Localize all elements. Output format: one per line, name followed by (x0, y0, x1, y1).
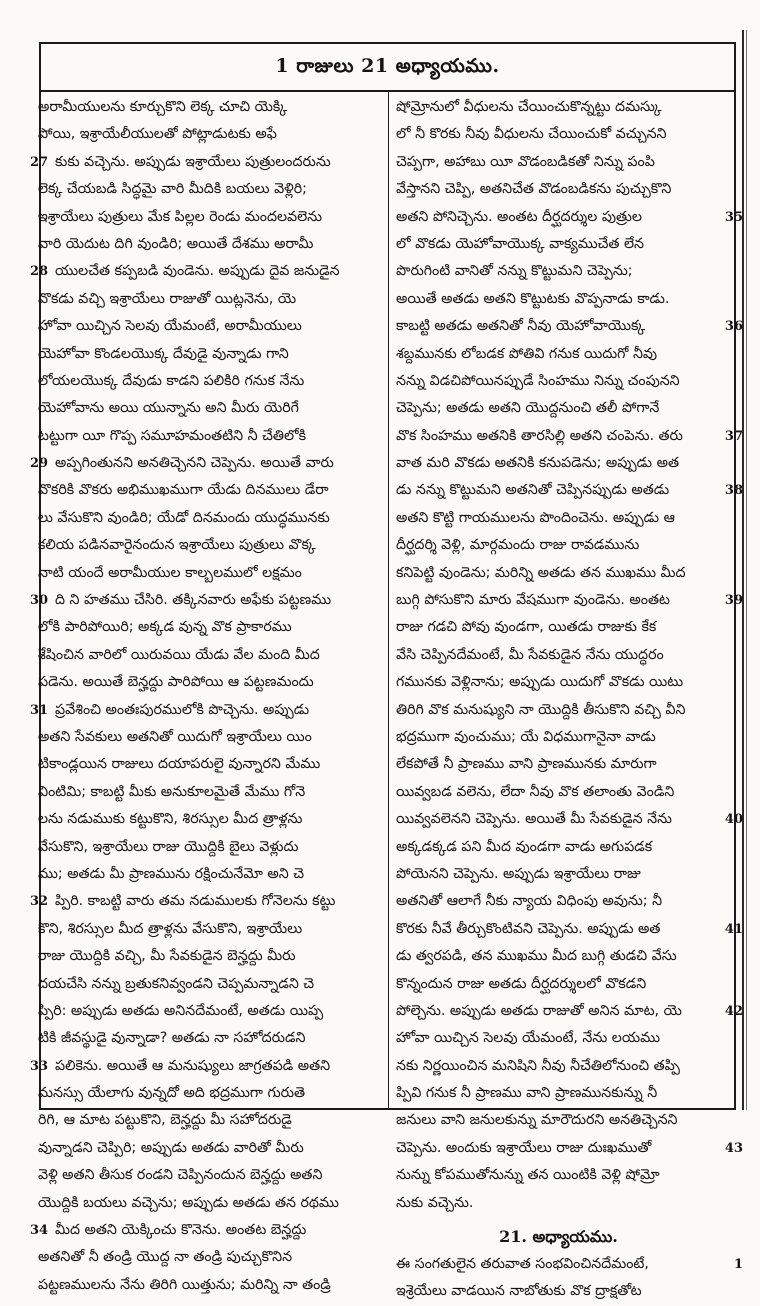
line-text: శేషించిన వారిలో యిరువయి యేడు వేల మంది మీద (38, 646, 320, 663)
line-text: యులచేత కప్పబడి వుండెను. అప్పుడు దైవ జనుడైన (55, 263, 340, 280)
text-line (396, 176, 721, 203)
line-text: అతనితో ఆలాగే నీకు న్యాయ విధింపు అవును; నీ (396, 893, 663, 910)
line-text: మనస్సు యేలాగు వున్నదో అది భద్రముగా గురుతె (38, 1085, 306, 1102)
text-line (38, 806, 381, 833)
line-text: అయితే అతడు అతని కొట్టుటకు వొప్పనాడు కాడు. (396, 290, 670, 307)
text-line (38, 505, 381, 532)
verse-number: 36 (724, 319, 743, 335)
verse-number: 39 (724, 593, 743, 609)
line-text: ఇశ్రాయేలు పుత్రులు మేక పిల్లల రెండు మందలవలెను (38, 208, 323, 225)
line-text: దయచేసి నన్ను బ్రతుకనివ్వండని చెప్పమన్నాడని చె (38, 975, 315, 992)
page-header (41, 50, 734, 86)
line-text: వేసి చెప్పినదేమంటే, మీ సేవకుడైన నేను యుద్ధరం (396, 646, 664, 663)
line-text: జనులు వాని జనులకున్ను మారౌదురని అనతిచ్చెనని (396, 1112, 678, 1129)
text-line (396, 943, 721, 970)
text-line (396, 450, 721, 477)
line-text: బుగ్గి పోసుకొని మారు వేషముగా వుండెను. అంతట (396, 592, 670, 609)
line-text: వొకడు వచ్చి ఇశ్రాయేలు రాజుతో యిట్లనెను, యె (38, 290, 297, 307)
line-text: కొని, శిరస్సుల మీద త్రాళ్లను వేసుకొని, ఇశ్రాయేలు (38, 920, 303, 937)
text-line (396, 614, 721, 641)
text-line (30, 450, 381, 477)
verse-number: 35 (724, 209, 743, 225)
line-text: అతనితో నీ తండ్రి యొద్ద నా తండ్రి పుచ్చుకొనిన (38, 1249, 293, 1266)
line-text: యొద్దికి బయలు వచ్చెను; అప్పుడు అతడు తన రథము (38, 1194, 339, 1211)
left-column (30, 94, 381, 1299)
verse-number: 40 (724, 812, 743, 828)
line-text: యెహోవాను అయి యున్నాను అని మీరు యెరిగే (38, 400, 299, 417)
line-text: పట్టణములను నేను తిరిగి యిత్తును; మరిన్ని నా తండ్రి (38, 1276, 331, 1293)
line-text: నుకు వచ్చెను. (396, 1194, 474, 1211)
text-line (38, 532, 381, 559)
line-text: పోల్చెను. అప్పుడు అతడు రాజుతో అనిన మాట, యె (396, 1002, 682, 1019)
verse-number: 32 (30, 894, 49, 910)
line-text: డు త్వరపడి, తన ముఖము మీద బుగ్గి తుడచి వేసు (396, 948, 677, 965)
line-text: ప్రవేశించి అంతఃపురములోకి పొచ్చెను. అప్పుడు (55, 701, 310, 718)
text-line (396, 861, 721, 888)
line-text: లు వేసుకొని వుండిరి; యేడో దినమందు యుద్ధమునకు (38, 509, 330, 526)
verse-number: 42 (724, 1003, 743, 1019)
verse-number: 41 (724, 921, 743, 937)
line-text: అతని సేవకులు అతనితో యిదుగో ఇశ్రాయేలు యిం (38, 728, 312, 745)
text-line (38, 477, 381, 504)
line-text: చెప్పెను. అందుకు ఇశ్రాయేలు రాజు దుఃఖముతో (396, 1139, 652, 1156)
text-line (38, 779, 381, 806)
text-line (30, 1053, 381, 1080)
text-line (38, 834, 381, 861)
verse-number: 33 (30, 1058, 49, 1074)
line-text: వాత మరి వొకడు అతనికి కనుపడెను; అప్పుడు అత (396, 455, 679, 472)
text-line (38, 751, 381, 778)
text-line (396, 423, 743, 450)
text-line (396, 669, 721, 696)
text-line (38, 423, 381, 450)
text-line (38, 341, 381, 368)
text-line (396, 286, 721, 313)
text-line (30, 587, 381, 614)
line-text: మీద అతని యెక్కించు కొనెను. అంతట బెన్హద్దు (55, 1222, 307, 1239)
line-text: వింటిమి; కాబట్టి మీకు అనుకూలమైతే మేము గోనె (38, 783, 306, 800)
line-text: ప్పివి గనుక నీ ప్రాణము వాని ప్రాణమునకున్ను నీ (396, 1085, 658, 1102)
line-text: భద్రముగా వుంచుము; యే విధముగానైనా వాడు (396, 728, 656, 745)
text-line (38, 121, 381, 148)
verse-number: 30 (30, 593, 49, 609)
text-line (396, 560, 721, 587)
text-line (396, 1025, 721, 1052)
line-text: శబ్దమునకు లోబడక పోతివి గనుక యిదుగో నీవు (396, 345, 658, 362)
verse-number: 29 (30, 456, 49, 472)
binding-edge-inner (746, 30, 747, 1110)
line-text: రాజు గడచి పోవు వుండగా, యితడు రాజుకు కేక (396, 619, 657, 636)
line-text: చెప్పెను; అతడు అతని యొద్దనుంచి తలీ పోగానే (396, 400, 660, 417)
text-line (396, 724, 721, 751)
text-line (38, 204, 381, 231)
line-text: కనిపెట్టి వుండెను; మరిన్ని అతడు తన ముఖము మీద (396, 564, 686, 581)
binding-edge (742, 30, 744, 1110)
text-line (38, 368, 381, 395)
text-line (396, 1162, 721, 1189)
text-line (396, 532, 721, 559)
line-text: షోమ్రోనులో వీధులను చేయించుకొన్నట్టు దమస్కు (396, 99, 662, 115)
line-text: వున్నాడని చెప్పిరి; అప్పుడు అతడు వారితో మీరు (38, 1139, 304, 1156)
text-line (396, 779, 721, 806)
line-text: లేకపోతే నీ ప్రాణము వాని ప్రాణమునకు మారుగా (396, 756, 657, 773)
line-text: ది ని హతము చేసిరి. తక్కినవారు అఫేకు పట్టణము (55, 592, 332, 609)
line-text: హోవా యిచ్చిన సెలవు యేమంటే, అరామీయులు (38, 318, 302, 335)
text-line (30, 258, 381, 285)
verse-number: 27 (30, 154, 49, 170)
line-text: వారి యెదుట దిగి వుండిరి; అయితే దేశము అరామీ (38, 235, 314, 252)
line-text: కలియ పడినవారైనందున ఇశ్రాయేలు పుత్రులు వొక్క (38, 537, 316, 554)
chapter-heading: 21. అధ్యాయము. (499, 1227, 618, 1247)
text-line (396, 231, 721, 258)
text-line (38, 1080, 381, 1107)
line-text: లో నీ కొరకు నీవు వీధులను చేయించుకో వచ్చునని (396, 126, 667, 143)
text-line (30, 697, 381, 724)
text-line (396, 121, 721, 148)
line-text: పోయెనని చెప్పెను. అప్పుడు ఇశ్రాయేలు రాజు (396, 865, 641, 882)
text-line (38, 1190, 381, 1217)
line-text: కుకు వచ్చెను. అప్పుడు ఇశ్రాయేలు పుత్రులందరును (55, 153, 331, 170)
line-text: దీర్ఘదర్శి వెళ్లి, మార్గమందు రాజు రావడమును (396, 537, 640, 554)
text-line (30, 888, 381, 915)
text-line (38, 998, 381, 1025)
line-text: నాటి యందే అరామీయుల కాల్బలములో లక్షమం (38, 564, 302, 581)
verse-number: 34 (30, 1223, 49, 1239)
line-text: నున్ను కోపముతోనున్ను తన యింటికి వెళ్లి షోమ్రో (396, 1167, 660, 1184)
text-line (396, 477, 743, 504)
line-text: పలికెను. అయితే ఆ మనుష్యులు జాగ్రతపడి అతని (55, 1057, 331, 1074)
line-text: వెళ్లి అతని తీసుక రండని చెప్పినందున బెన్హద్దు అతని (38, 1167, 323, 1184)
line-text: కాబట్టి అతడు అతనితో నీవు యెహోవాయొక్క (396, 318, 646, 335)
text-line (38, 943, 381, 970)
line-text: నన్ను విడచిపోయినప్పుడే సింహము నిన్ను చంపునని (396, 372, 680, 389)
text-line (396, 1080, 721, 1107)
text-line (396, 1107, 721, 1134)
text-line (30, 1217, 381, 1244)
text-line (396, 806, 743, 833)
text-line (396, 368, 721, 395)
line-text: ఈ సంగతులైన తరువాత సంభవించినదేమంటే, (396, 1256, 649, 1273)
column-divider (388, 91, 389, 1108)
text-line (38, 231, 381, 258)
line-text: లో వొకడు యెహోవాయొక్క వాక్యముచేత లేన (396, 235, 644, 252)
text-line (38, 94, 381, 121)
text-line (38, 1135, 381, 1162)
text-line (396, 313, 743, 340)
line-text: చెప్పగా, అహాబు యీ వొడంబడికతో నిన్ను పంపి (396, 153, 655, 170)
right-column (396, 94, 743, 1306)
text-line (396, 971, 721, 998)
text-line (396, 505, 721, 532)
text-line (38, 916, 381, 943)
line-text: అతని పోనిచ్చెను. అంతట దీర్ఘదర్శుల పుత్రుల (396, 208, 642, 225)
line-text: కొన్నందున రాజు అతడు దీర్ఘదర్శులలో వొకడని (396, 975, 647, 992)
text-line (38, 313, 381, 340)
line-text: టట్టుగా యీ గొప్ప సమూహమంతటిని నీ చేతిలోకి (38, 427, 307, 444)
text-line (396, 149, 721, 176)
text-line (396, 888, 721, 915)
text-line (38, 1162, 381, 1189)
line-text: ప్పిరి. కాబట్టి వారు తమ నడుములకు గోనెలను కట్టు (55, 893, 336, 910)
line-text: యివ్వవలెనని చెప్పెను. అయితే మీ సేవకుడైన నేను (396, 811, 672, 828)
line-text: లోయలయొక్క దేవుడు కాడని పలికిరి గనుక నేను (38, 372, 305, 389)
line-text: కొరకు నీవే తీర్చుకొంటివని చెప్పెను. అప్పుడు అత (396, 920, 661, 937)
line-text: లోకి పారిపోయిరి; అక్కడ వున్న వొక ప్రాకారము (38, 619, 292, 636)
line-text: పడెను. అయితే బెన్హద్దు పారిపోయి ఆ పట్టణమందు (38, 674, 314, 691)
verse-number: 1 (733, 1257, 743, 1273)
line-text: లను నడుముకు కట్టుకొని, శిరస్సుల మీద త్రాళ్లను (38, 811, 303, 828)
line-text: పోయి, ఇశ్రాయేలీయులతో పోట్లాడుటకు అఫే (38, 126, 277, 143)
line-text: వేసుకొని, ఇశ్రాయేలు రాజు యొద్దికి బైలు వెళ్లుదు (38, 838, 299, 855)
line-text: అప్పగింతునని అనతిచ్చెనని చెప్పెను. అయితే వారు (55, 455, 334, 472)
running-title: 1 రాజులు 21 అధ్యాయము. (275, 54, 500, 77)
text-line (38, 669, 381, 696)
line-text: ఇశ్రెయేలు వాడయిన నాబోతుకు వొక ద్రాక్షతోట (396, 1283, 642, 1300)
line-text: ప్పిరి: అప్పుడు అతడు అనినదేమంటే, అతడు యిప్ప (38, 1002, 324, 1019)
verse-number: 31 (30, 702, 49, 718)
text-line (38, 560, 381, 587)
text-line (396, 204, 743, 231)
line-text: వొకరికి వొకరు అభిముఖముగా యేడు దినములు డేరా (38, 482, 329, 499)
text-line (38, 176, 381, 203)
text-line (38, 971, 381, 998)
text-line (38, 395, 381, 422)
line-text: అతని కొట్టి గాయములను పొందించెను. అప్పుడు ఆ (396, 509, 675, 526)
text-line (396, 834, 721, 861)
verse-number: 37 (724, 428, 743, 444)
line-text: అక్కడక్కడ పని మీద వుండగా వాడు అగుపడక (396, 838, 653, 855)
line-text: ము; అతడు మీ ప్రాణమును రక్షించునేమో అని చె (38, 865, 305, 882)
text-line (38, 724, 381, 751)
text-line (396, 1053, 721, 1080)
text-line (38, 1025, 381, 1052)
text-line (396, 395, 721, 422)
line-text: నకు నిర్ణయించిన మనిషిని నీవు నీచేతిలోనుంచి తప్పి (396, 1057, 680, 1074)
text-line (30, 149, 381, 176)
verse-number: 38 (724, 483, 743, 499)
line-text: హోవా యిచ్చిన సెలవు యేమంటే, నేను లయము (396, 1030, 660, 1047)
text-line (38, 642, 381, 669)
text-line (396, 258, 721, 285)
line-text: గమునకు వెళ్లినాను; అప్పుడు యిదుగో వొకడు యిటు (396, 674, 684, 691)
text-line (396, 751, 721, 778)
line-text: రిగి, ఆ మాట పట్టుకొని, బెన్హద్దు మీ సహోదరుడై (38, 1112, 292, 1129)
line-text: లెక్క చేయబడి సిద్ధమై వారి మీదికి బయలు వెళ్లిరి; (38, 181, 307, 198)
text-line (38, 286, 381, 313)
text-line (396, 1135, 743, 1162)
text-line (396, 1190, 721, 1217)
text-line (396, 998, 743, 1025)
line-text: డు నన్ను కొట్టుమని అతనితో చెప్పినప్పుడు అతడు (396, 482, 670, 499)
text-line (396, 697, 721, 724)
text-line (396, 1278, 721, 1305)
line-text: అరామీయులను కూర్చుకొని లెక్క చూచి యెక్కి (38, 99, 288, 115)
text-line (38, 1272, 381, 1299)
text-line (396, 94, 721, 121)
line-text: యెహోవా కొండలయొక్క దేవుడై వున్నాడు గాని (38, 345, 289, 362)
text-line (396, 1251, 743, 1278)
text-line (38, 1244, 381, 1271)
line-text: టికాండ్లయిన రాజులు దయాపరులై వున్నారని మేము (38, 756, 321, 773)
line-text: తిరిగి వొక మనుష్యుని నా యొద్దికి తీసుకొని వచ్చి వీని (396, 701, 686, 718)
text-line (38, 861, 381, 888)
text-line (396, 587, 743, 614)
line-text: యివ్వబడ వలెను, లేదా నీవు వొక తలాంతు వెండిని (396, 783, 675, 800)
text-line (396, 642, 721, 669)
text-line (396, 916, 743, 943)
line-text: వొక సింహము అతనికి తారసిల్లి అతని చంపెను. తరు (396, 427, 683, 444)
verse-number: 43 (724, 1140, 743, 1156)
line-text: పొరుగింటి వానితో నన్ను కొట్టుమని చెప్పెను; (396, 263, 633, 280)
text-line (38, 1107, 381, 1134)
verse-number: 28 (30, 264, 49, 280)
line-text: రాజు యొద్దికి వచ్చి, మీ సేవకుడైన బెన్హద్దు మీరు (38, 948, 296, 965)
text-line (396, 341, 721, 368)
line-text: వేస్తానని చెప్పి, అతనిచేత వొడంబడికను పుచ్చుకొని (396, 181, 672, 198)
text-line (38, 614, 381, 641)
line-text: టికి జీవస్థుడై వున్నాడా? అతడు నా సహోదరుడని (38, 1030, 306, 1047)
